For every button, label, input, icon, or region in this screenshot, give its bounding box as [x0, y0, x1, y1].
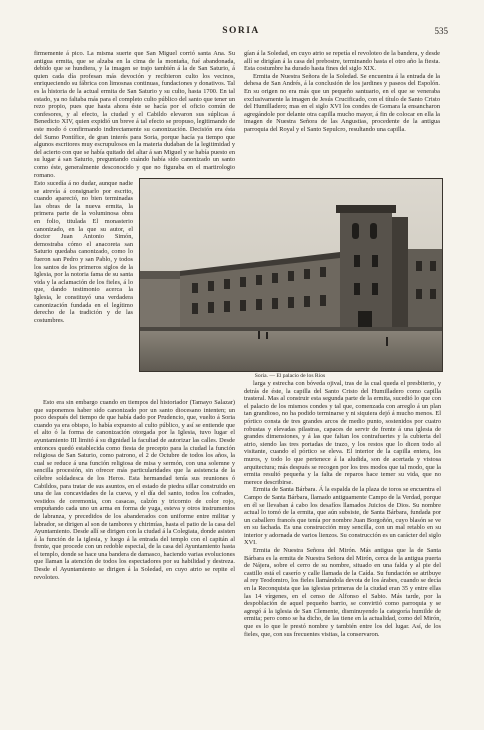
right-column-lower	[244, 380, 441, 711]
page-header	[34, 26, 448, 42]
paragraph: gían á la Soledad, en cuyo atrio se repetía el revoloteo de la bandera, y desde allí se dirigían á la casa del prebostre, terminando hasta el otro año la fiesta. Esta costumbre ha durado hasta fines del siglo XIX.	[244, 50, 440, 73]
palace-photograph	[139, 178, 443, 372]
paragraph-santa-barbara: Ermita de Santa Bárbara. Á la espalda de la plaza de toros se encuentra el Campo de Santa Bárbara, llamado antiguamente Campo de la Verdad, porque en él se llevaban á cabo los desafíos llamados Juicios de Dios. Su nombre actual lo tomó de la ermita, que aún subsiste, de Santa Bárbara, fundada por un caballero francés que tenía por nombre Juan Borgoñón, cuyo blasón se ve en su fachada. Es una construcción muy sencilla, con un mal retablo en su interior y adornada de varios lienzos. Su construcción es un carácter del siglo XVI.	[244, 486, 441, 547]
paragraph: Esto sucedía á no dudar, aunque nadie se atrevía á consignarlo por escrito, cuando apareció, no bien terminadas las obras de la nueva ermita, la primera parte de la voluminosa obra en folio, titulada El monasterio canonizado, en la que su autor, el doctor Juan Antonio Simón, demostraba cómo el anacoreta san Saturio quedaba canonizado, como lo fueron san Pedro y san Pablo, y todos los santos de los primeros siglos de la Iglesia, por la notoria fama de su santa vida y la aclamación de los fieles, á lo que, dando testimonio acerca la Iglesia, le constituyó una verdadera canonización fundada en el legítimo derecho de la tradición y de las costumbres.	[34, 180, 133, 324]
left-column-top	[34, 50, 235, 178]
paragraph: firmemente á pico. La misma suerte que San Miguel corrió santa Ana. Su antigua ermita, que se alzaba en la cima de la montaña, fué abandonada, debido que se hundiera, y la imagen se trajo también á la de San Saturio, á quien cada día profesan más devoción y recibieron culto los vecinos, enriqueciendo su fábrica con limosnas continuas, fundaciones y donativos. Tal es la historia de la actual ermita de San Saturio y su culto, hasta 1700. En tal estado, ya no faltaba más para el completo culto público del santo que tener un rezo propio, pues que hasta ahora éste se hacía por el oficio común de confesores, y al efecto, la ciudad y el Cabildo elevaron sus súplicas á Benedicto XIV, quien expidió un breve á tal efecto se propuso, legitimando de este modo ó confirmando indirectamente su canonización. Decisión era ésta del Sumo Pontífice, de gran interés para Soria, porque hacía ya tiempo que algunos escritores muy escrupulosos en la materia dudaban de la legitimidad y del acierto con que se había quitado del altar á san Miguel y se había puesto en su lugar á san Saturio, preguntando cuándo había sido canonizado un santo como éste, generalmente desconocido y que no figuraba en el martirologio romano.	[34, 50, 235, 178]
paragraph-miron: Ermita de Nuestra Señora del Mirón. Más antigua que la de Santa Bárbara es la ermita de Nuestra Señora del Mirón, cerca de la antigua puerta de Nájera, sobre el cerro de su nombre, situado en una falda y al pie del castillo está el caserío y calle llamada de la Caída. Su fundación se atribuye al rey Teodomiro, los fieles llamándola devota de los árabes, cuando se decía en la Reconquista que las iglesias primeras de la ciudad eran 35 y entre ellas las 14 vírgenes, en el censo de Alfonso el Sabio. Más tarde, por la despoblación de aquel pequeño barrio, se convirtió como parroquia y se agregó á la iglesia de San Clemente, disminuyendo la categoría humilde de ermita; pero como se ha dicho, de las tiene en la actualidad, como del Mirón, que es lo que le prestó nombre y también entre los del lugar. Así, de los fieles, que, con sus frecuentes visitas, la conservaron.	[244, 547, 441, 638]
left-column-lower	[34, 399, 235, 711]
palace-illustration	[140, 179, 442, 371]
paragraph-soledad: Ermita de Nuestra Señora de la Soledad. Se encuentra á la entrada de la dehesa de San Andrés, á la conclusión de los jardines y paseos del Espolón. En su origen no era más que un pequeño santuario, en el que se veneraba exclusivamente la imagen de Jesús Crucificado, con el título de Santo Cristo del Humilladero; mas en el siglo XVI los condes de Gomara la ensancharon agregándole por delante otra capilla mucho mayor, á fin de colocar en ella la imagen de Nuestra Señora de las Angustias, procedente de la antigua parroquia del Royal y el Santo Sepulcro, resultando una capilla.	[244, 72, 440, 133]
paragraph: larga y estrecha con bóveda ojival, tras de la cual queda el presbiterio, y detrás de éste, la capilla del Santo Cristo del Humilladero como capilla trasteral. Mas al construir esta segunda parte de la ermita, sucedió lo que con el palacio de los mismos condes y tal que, comenzada con arreglo á un plan tan grandioso, no ha podido terminarse y ni siquiera dejó á mucho menos. El pórtico consta de tres grandes arcos de medio punto, sostenidos por cuatro robustas y elevadas pilastras, capaces de servir de frente á una iglesia de grandes dimensiones, y á las que faltan los contrafuertes y la cubierta del atrio, siendo las tres portadas de trazo, y los restos que lo dicen todo al visitante, cuando el pórtico se eleva. El interior de la capilla entera, los muros, y todo lo que pertenece á la aludida, son de acertada y vistosa arquitectura; más después se recogen por los tres modos que tal modo, que la ermita resultó pequeña y la falta de reparos hace temer su vida, que no merece describirse.	[244, 380, 441, 486]
running-head: SORIA	[222, 26, 260, 36]
photo-caption: Soria. — El palacio de los Ríos	[254, 373, 326, 379]
paragraph: Esto era sin embargo cuando en tiempos del historiador (Tamayo Salazar) que suponemos haber sido canonizado por un santo diocesano intenten; un poco después del tiempo de que había dado por Prudencio, que, vuelto á Soria cuando ya era obispo, lo había expuesto al culto público, y así se entiende que el alto ó la forma de canonización otorgada por la Iglesia, tuvo lugar el ayuntamiento III limitó á su dignidad la facultad de autorizar las calles. Desde entonces quedó establecida como fiesta de precepto para la ciudad la función religiosa de San Saturio, como patrono, el 2 de Octubre de todos los años, la cual se reduce á una función religiosa de misa y sermón, con una solemne y sencilla procesión, sin ofrecer más particularidades que la asistencia de la célebre soldadesca de los Heros. Esta hermandad tenía sus reuniones ó Cabildos, para tratar de sus asuntos, en el estado de piedra sillar construido en una de las concavidades de la cueva, y el día del santo, todos los cofrades, vestidos de ceremonia, con casacas, calzón y tricornio de color rojo, empuñando cada uno un arma en forma de yuga, esteva y otros instrumentos de labranza, y precedidos de los abanderados con uniforme entre militar y labrador, se dirigen al son de tambores y chirimías, hasta el patio de la casa del Ayuntamiento. Desde allí se dirigen con la ciudad á la Colegiata, donde asisten á la función de la iglesia, y luego á la entrada del templo con el capitán al frente, que procede con un redoble especial, de la casa del Ayuntamiento hasta el templo, donde se hace una bandera de damasco, haciendo varias evoluciones que llaman la atención de todos los espectadores por su habilidad y destreza. Desde el Ayuntamiento se dirigen á la Soledad, en cuyo atrio se repite el revoloteo.	[34, 399, 235, 581]
left-column-wrap-text	[34, 180, 133, 394]
page-number: 535	[434, 26, 448, 36]
